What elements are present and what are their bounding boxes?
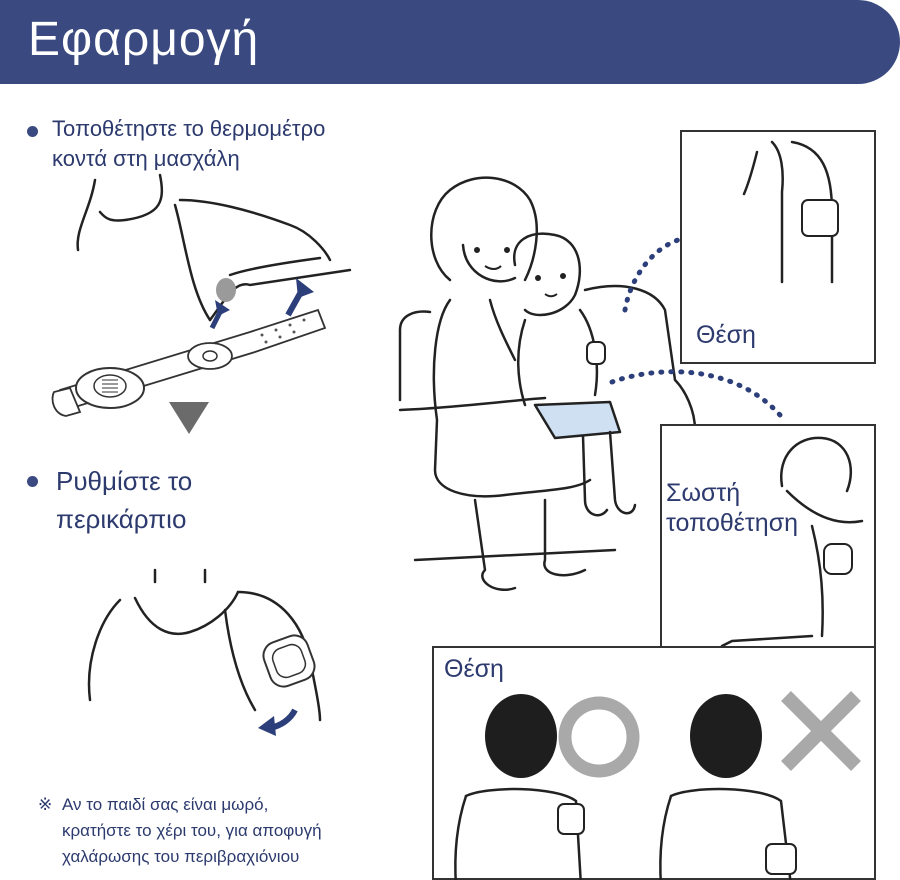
panel-correct-placement-label [666, 478, 798, 538]
upper-arm-band [802, 200, 838, 236]
down-triangle-icon [169, 402, 209, 436]
armpit-thermometer-illustration [50, 170, 380, 430]
wrong-arm-band [766, 844, 796, 874]
arrow-up-icon [288, 278, 314, 315]
note-block [38, 792, 322, 870]
panel-position-top [680, 130, 876, 364]
step-2-line1: Ρυθμίστε το [56, 466, 193, 496]
panel-position-compare-label: Θέση [444, 655, 504, 683]
arrow-down-icon [258, 710, 295, 736]
note-line-2: κρατήστε το χέρι του, για αποφυγή [62, 821, 322, 840]
step-1-line1: Τοποθέτηστε το θερμομέτρο [52, 116, 326, 141]
panel-correct-placement [660, 424, 876, 648]
page-title: Εφαρμογή [28, 13, 260, 66]
panel-position-compare [432, 646, 876, 880]
correct-label-line1: Σωστή [666, 479, 741, 507]
circle-ok-icon [554, 692, 644, 782]
panel-position-top-label: Θέση [696, 321, 756, 349]
step-2-bullet [27, 476, 38, 487]
back-arm-band [824, 544, 852, 574]
step-1-text [52, 114, 325, 174]
correct-label-line2: τοποθέτηση [666, 509, 799, 537]
note-mark: ※ [38, 795, 53, 814]
step-1-bullet [27, 126, 38, 137]
step-2-text [56, 462, 192, 538]
header-banner [0, 0, 900, 84]
note-line-1: Αν το παιδί σας είναι μωρό, [62, 795, 269, 814]
step-1-line2: κοντά στη μασχάλη [52, 146, 240, 171]
cross-wrong-icon [776, 686, 866, 776]
correct-arm-band [558, 804, 584, 834]
note-line-3: χαλάρωσης του περιβραχιόνιου [62, 847, 300, 866]
step-2-line2: περικάρπιο [56, 504, 187, 534]
armband-illustration [80, 570, 340, 750]
